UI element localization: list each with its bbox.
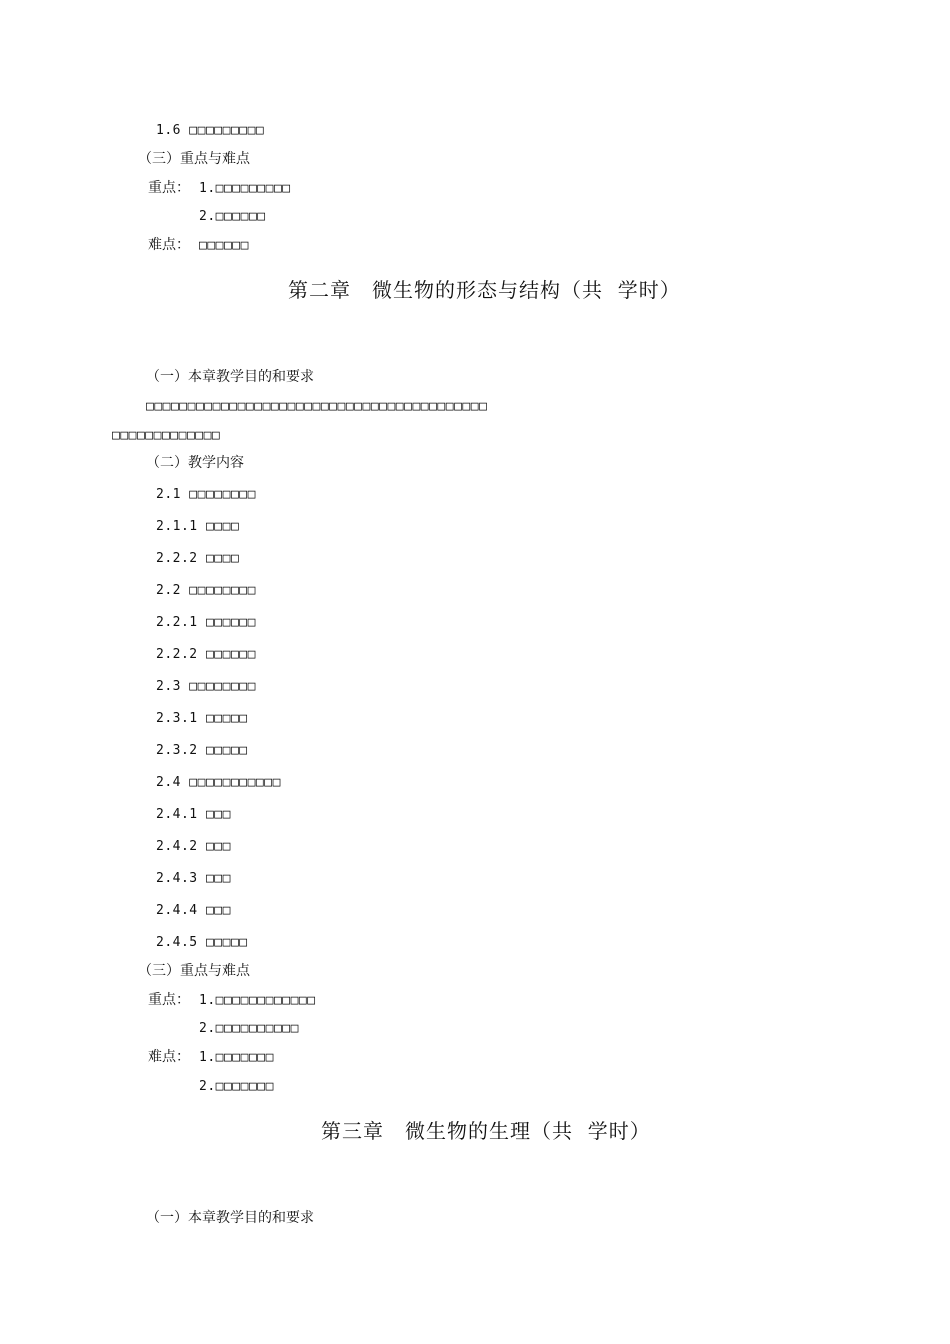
outline-item: 2.4.5 □□□□□ xyxy=(156,935,248,950)
key-label: 重点： xyxy=(148,992,190,1008)
key-item: 2.□□□□□□ xyxy=(199,209,266,224)
section-heading-key-points: （三）重点与难点 xyxy=(138,963,250,979)
outline-item: 2.4.2 □□□ xyxy=(156,839,231,854)
outline-item: 2.3 □□□□□□□□ xyxy=(156,679,256,694)
outline-item: 2.3.2 □□□□□ xyxy=(156,743,248,758)
outline-item: 2.4.1 □□□ xyxy=(156,807,231,822)
outline-item: 2.4 □□□□□□□□□□□ xyxy=(156,775,281,790)
outline-item: 2.2.2 □□□□□□ xyxy=(156,647,256,662)
section-heading-goals: （一）本章教学目的和要求 xyxy=(146,369,314,385)
chapter-title: 第二章 微生物的形态与结构（共 学时） xyxy=(288,278,681,302)
chapter-title: 第三章 微生物的生理（共 学时） xyxy=(321,1119,651,1143)
outline-item: 2.4.4 □□□ xyxy=(156,903,231,918)
goal-text: □□□□□□□□□□□□□ xyxy=(112,428,221,443)
outline-item: 2.3.1 □□□□□ xyxy=(156,711,248,726)
outline-item: 2.1.1 □□□□ xyxy=(156,519,240,534)
section-heading-content: （二）教学内容 xyxy=(146,455,244,471)
outline-item: 2.1 □□□□□□□□ xyxy=(156,487,256,502)
key-item: 1.□□□□□□□□□□□□ xyxy=(199,993,316,1008)
section-heading-goals: （一）本章教学目的和要求 xyxy=(146,1210,314,1226)
difficulty-label: 难点： xyxy=(148,237,190,253)
outline-item: 2.4.3 □□□ xyxy=(156,871,231,886)
outline-item: 2.2.2 □□□□ xyxy=(156,551,240,566)
difficulty-label: 难点： xyxy=(148,1049,190,1065)
goal-text: □□□□□□□□□□□□□□□□□□□□□□□□□□□□□□□□□□□□□□□□□ xyxy=(146,399,488,414)
outline-item: 1.6 □□□□□□□□□ xyxy=(156,123,265,138)
outline-item: 2.2 □□□□□□□□ xyxy=(156,583,256,598)
difficulty-item: 2.□□□□□□□ xyxy=(199,1079,274,1094)
section-heading-key-points: （三）重点与难点 xyxy=(138,151,250,167)
difficulty-item: 1.□□□□□□□ xyxy=(199,1050,274,1065)
key-label: 重点： xyxy=(148,180,190,196)
difficulty-item: □□□□□□ xyxy=(199,238,249,253)
key-item: 1.□□□□□□□□□ xyxy=(199,181,291,196)
outline-item: 2.2.1 □□□□□□ xyxy=(156,615,256,630)
key-item: 2.□□□□□□□□□□ xyxy=(199,1021,299,1036)
